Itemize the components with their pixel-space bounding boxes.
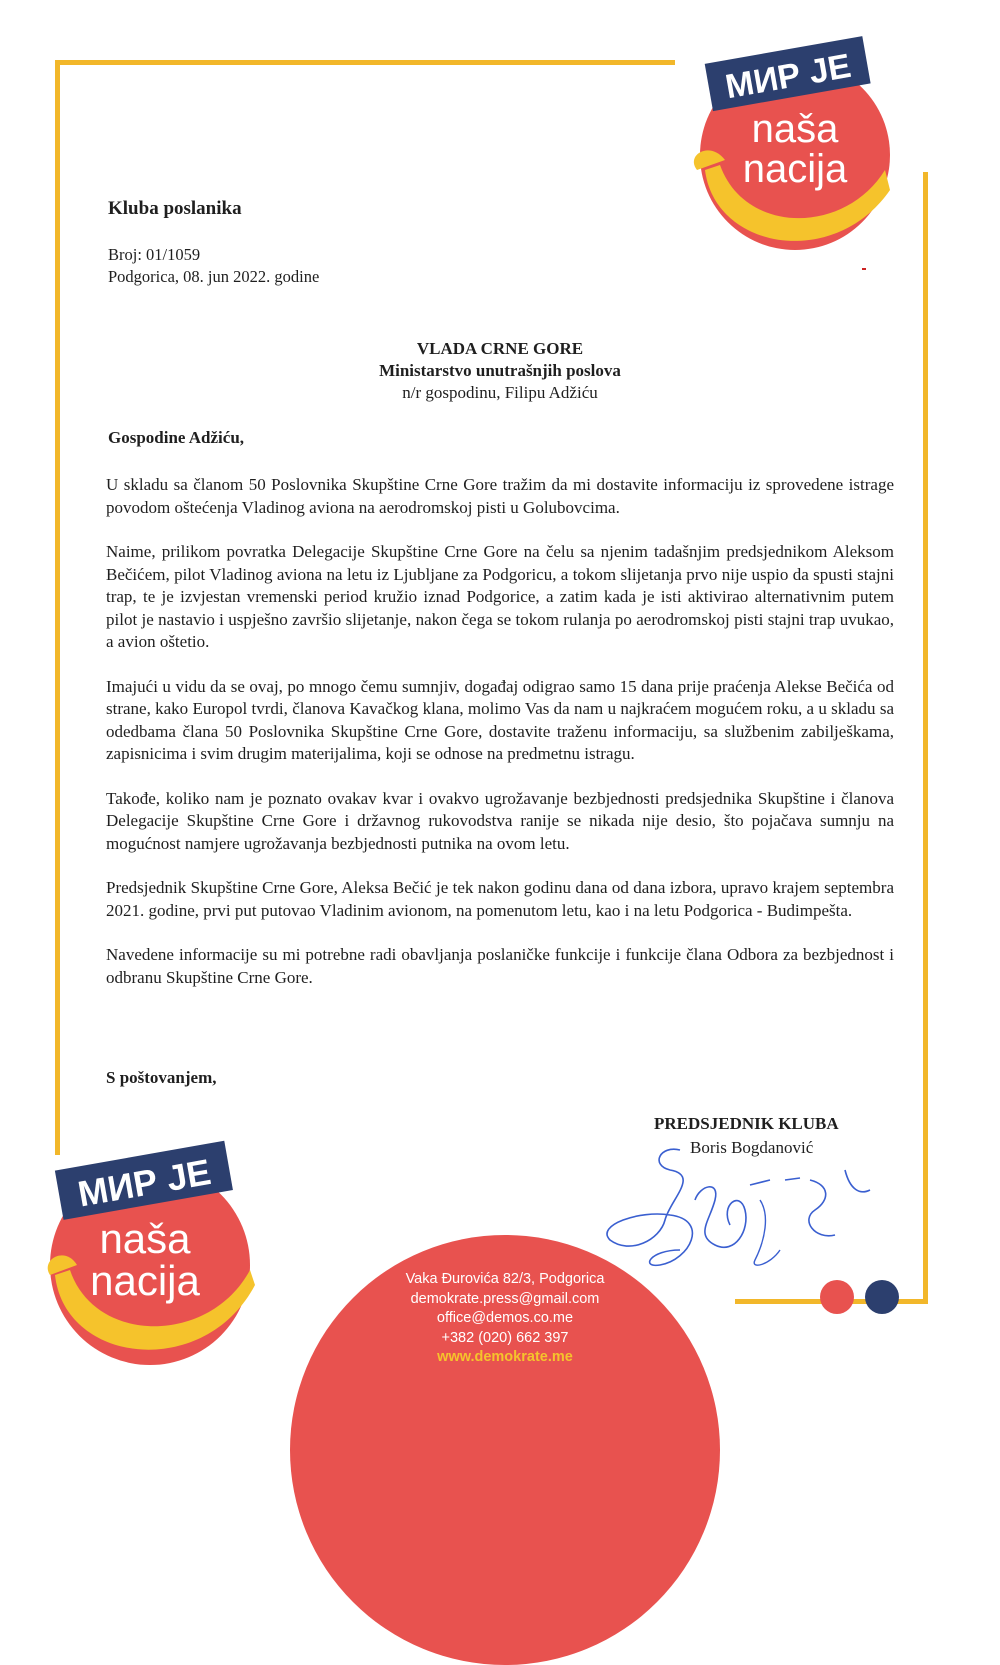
party-logo-bottom	[45, 1125, 260, 1375]
signature-name: Boris Bogdanović	[690, 1138, 814, 1157]
paragraph: U skladu sa članom 50 Poslovnika Skupštine Crne Gore tražim da mi dostavite informaciju iz sprovedene istrage povodom oštećenja Vladinog aviona na aerodromskoj pisti u Golubovcima.	[106, 475, 894, 517]
recipient-block	[0, 338, 1000, 404]
paragraph: Predsjednik Skupštine Crne Gore, Aleksa Bečić je tek nakon godinu dana od dana izbora, upravo krajem septembra 2021. godine, prvi put putovao Vladinim avionom, na pomenutom letu, kao i na letu Podgorica - Budimpešta.	[106, 878, 894, 920]
place-date: Podgorica, 08. jun 2022. godine	[108, 267, 320, 286]
frame-left	[55, 60, 60, 1155]
footer-email-press[interactable]: demokrate.press@gmail.com	[410, 1290, 600, 1307]
signature-title: PREDSJEDNIK KLUBA	[654, 1114, 839, 1133]
recipient-ministry: Ministarstvo unutrašnjih poslova	[379, 361, 621, 380]
handwritten-signature	[600, 1140, 880, 1285]
footer-website[interactable]: www.demokrate.me	[437, 1349, 573, 1365]
logo-top-line2: naša	[751, 107, 839, 151]
paragraph: Naime, prilikom povratka Delegacije Skupštine Crne Gore na čelu sa njenim tadašnjim predsjednikom Aleksom Bečićem, pilot Vladinog aviona na letu iz Ljubljane za Podgoricu, a tokom slijetanja prvo nije uspio da spusti stajni trap, te je izvjestan vremenski period kružio iznad Podgorice, a zatim kada je isti aktivirao alternativnim putem pilot je nastavio i uspješno završio slijetanje, nakon čega se tokom rulanja po aerodromskoj pisti stajni trap uvukao, a avion oštetio.	[106, 542, 894, 651]
demos-badge	[865, 1280, 899, 1314]
footer-address: Vaka Đurovića 82/3, Podgorica	[405, 1271, 605, 1287]
logo-bottom-line3: nacija	[90, 1257, 200, 1304]
reference-number: Broj: 01/1059	[108, 245, 201, 264]
salutation: Gospodine Adžiću,	[108, 428, 245, 447]
footer-phone: +382 (020) 662 397	[441, 1329, 569, 1346]
paragraph: Takođe, koliko nam je poznato ovakav kvar i ovakvo ugrožavanje bezbjednosti predsjednika Skupštine i članova Delegacije Skupštine Crne Gore i državnog rukovodstva ranije se nikada nije desio, što pojačava sumnju na mogućnost namjere ugrožavanja bezbjednosti putnika na ovom letu.	[106, 788, 894, 853]
party-logo-top	[685, 20, 900, 270]
footer-contact	[290, 1270, 720, 1368]
club-title: Kluba poslanika	[108, 198, 242, 219]
paragraph: Navedene informacije su mi potrebne radi obavljanja poslaničke funkcije i funkcije člana Odbora za bezbjednost i odbranu Skupštine Crne Gore.	[106, 945, 894, 987]
recipient-government: VLADA CRNE GORE	[416, 339, 584, 358]
letter-header	[108, 198, 319, 288]
letter-body	[106, 474, 894, 1011]
paragraph: Imajući u vidu da se ovaj, po mnogo čemu sumnjiv, događaj odigrao samo 15 dana prije praćenja Alekse Bečića od strane, kako Europol tvrdi, članova Kavačkog klana, molimo Vas da nam u najkraćem mogućem roku, a u skladu sa odedbama člana 50 Poslovnika Skupštine Crne Gore, dostavite traženu informaciju, sa službenim zabilješkama, zapisnicima i svim drugim materijalima, koji se odnose na predmetnu istragu.	[106, 676, 894, 763]
demokrate-badge	[820, 1280, 854, 1314]
ink-mark	[862, 268, 866, 270]
logo-top-line1: МИР JE	[722, 46, 854, 107]
recipient-person: n/r gospodinu, Filipu Adžiću	[402, 383, 598, 402]
frame-top-left	[55, 60, 675, 65]
logo-top-line3: nacija	[742, 147, 848, 191]
logo-bottom-line1: МИР JE	[74, 1150, 214, 1215]
closing: S poštovanjem,	[106, 1068, 217, 1087]
footer-email-office[interactable]: office@demos.co.me	[436, 1310, 574, 1326]
logo-bottom-line2: naša	[99, 1215, 191, 1262]
